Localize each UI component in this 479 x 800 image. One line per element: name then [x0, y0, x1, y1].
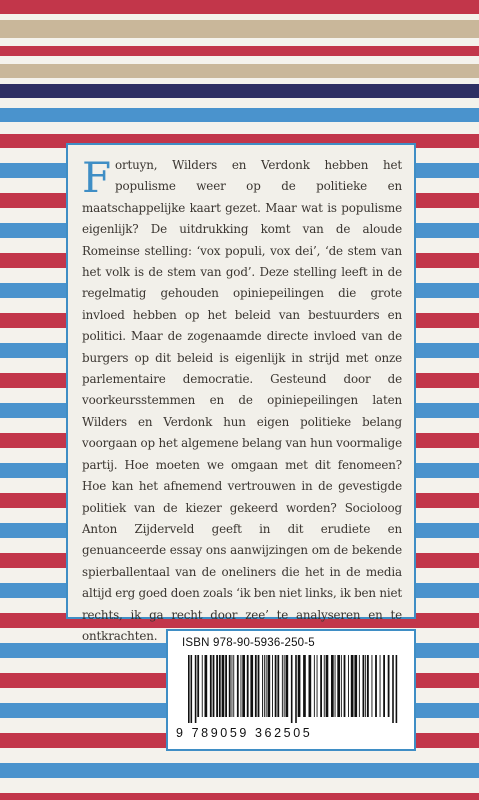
- barcode-bar: [262, 655, 263, 717]
- barcode-bar: [216, 655, 218, 717]
- barcode-bar: [225, 655, 227, 717]
- barcode-bar: [383, 655, 385, 717]
- barcode-bar: [363, 655, 365, 717]
- barcode-bar: [359, 655, 360, 717]
- stripe-navy: [0, 84, 479, 98]
- barcode-bar: [255, 655, 257, 717]
- barcode-bar: [331, 655, 334, 717]
- barcode-bar: [365, 655, 366, 717]
- barcode-bar: [298, 655, 301, 717]
- drop-cap: F: [82, 153, 111, 202]
- barcode-bar: [233, 655, 234, 717]
- barcode-bar: [367, 655, 369, 717]
- barcode-bar: [320, 655, 322, 717]
- barcode-bar: [354, 655, 357, 717]
- barcode-bar: [348, 655, 349, 717]
- barcode-bar: [284, 655, 285, 717]
- isbn-label: ISBN 978-90-5936-250-5: [182, 637, 315, 649]
- barcode-bar: [344, 655, 346, 717]
- barcode-bar: [335, 655, 336, 717]
- barcode-bar: [351, 655, 354, 717]
- barcode-bar: [295, 655, 297, 723]
- stripe-blue: [0, 108, 479, 122]
- barcode-bar: [197, 655, 199, 717]
- barcode-bar: [229, 655, 231, 717]
- barcode-bar: [324, 655, 325, 717]
- barcode-bar: [309, 655, 312, 717]
- barcode-bar: [392, 655, 394, 723]
- stripe-white: [0, 122, 479, 134]
- barcode-bar: [341, 655, 342, 717]
- stripe-white: [0, 56, 479, 64]
- stripe-red: [0, 46, 479, 56]
- barcode-bar: [219, 655, 221, 717]
- barcode-bar: [326, 655, 329, 717]
- barcode-bar: [268, 655, 271, 717]
- barcode-bar: [277, 655, 279, 717]
- stripe-white: [0, 38, 479, 46]
- barcode-bar: [388, 655, 390, 717]
- stripe-white: [0, 98, 479, 108]
- barcode-bar: [213, 655, 215, 717]
- barcode-bar: [247, 655, 249, 717]
- blurb-text: ortuyn, Wilders en Verdonk hebben het populisme weer op de politieke en maatschappelijke kaart gezet. Maar wat is populisme eigenlijk? De uitdrukking komt van de aloude Romeinse stelling: ‘vox populi, vox dei’, ‘de stem van het volk is de stem van god’. Deze stelling leeft in de regelmatig gehouden opiniepeilingen die grote invloed hebben op het beleid van bestuurders en politici. Maar de zogenaamde directe invloed van de burgers op dit beleid is eigenlijk in strijd met onze parlementaire democratie. Gesteund door de voorkeursstemmen en de opiniepeilingen laten Wilders en Verdonk hun eigen politieke belang voorgaan op het algemene belang van hun voormalige partij. Hoe moeten we omgaan met dit fenomeen? Hoe kan het afnemend vertrouwen in de gevestigde politiek van de kiezer gekeerd worden? Socioloog Anton Zijderveld geeft in dit erudiete en genuanceerde essay ons aanwijzingen om de bekende spierballentaal van de oneliners die het in de media altijd erg goed doen zoals ‘ik ben niet links, ik ben niet rechts, ik ga recht door zee’ te analyseren en te ontkrachten.: [82, 158, 402, 643]
- barcode-bar: [372, 655, 373, 717]
- stripe-white: [0, 78, 479, 84]
- stripe-blue: [0, 763, 479, 778]
- barcode-bar: [396, 655, 398, 723]
- barcode-bar: [337, 655, 340, 717]
- barcode-bar: [222, 655, 225, 717]
- barcode-bar: [380, 655, 381, 717]
- barcode-bar: [195, 655, 197, 723]
- stripe-white: [0, 778, 479, 793]
- barcode-bar: [210, 655, 212, 717]
- barcode-bar: [241, 655, 242, 717]
- barcode-bar: [232, 655, 233, 717]
- barcode-bar: [202, 655, 203, 717]
- barcode-bar: [317, 655, 318, 717]
- back-cover-blurb: [82, 155, 402, 647]
- barcode-bar: [275, 655, 277, 717]
- barcode-bar: [242, 655, 245, 717]
- barcode-bar: [250, 655, 253, 717]
- stripe-beige: [0, 64, 479, 78]
- barcode-bar: [314, 655, 315, 717]
- barcode-bar: [237, 655, 239, 717]
- barcode-bar: [303, 655, 306, 717]
- barcode-bar: [282, 655, 283, 717]
- isbn-digits: 9 789059 362505: [176, 726, 313, 740]
- barcode-bar: [191, 655, 193, 723]
- barcode-box: [166, 629, 416, 751]
- barcode-bar: [264, 655, 265, 717]
- barcode-bar: [272, 655, 273, 717]
- barcode-bar: [291, 655, 293, 723]
- barcode-icon: [188, 655, 400, 723]
- barcode-bar: [266, 655, 267, 717]
- barcode-bar: [375, 655, 377, 717]
- barcode-bar: [205, 655, 208, 717]
- stripe-red: [0, 793, 479, 800]
- barcode-bar: [286, 655, 289, 717]
- barcode-bar: [258, 655, 260, 717]
- stripe-beige: [0, 20, 479, 38]
- barcode-bar: [188, 655, 190, 723]
- stripe-red: [0, 0, 479, 14]
